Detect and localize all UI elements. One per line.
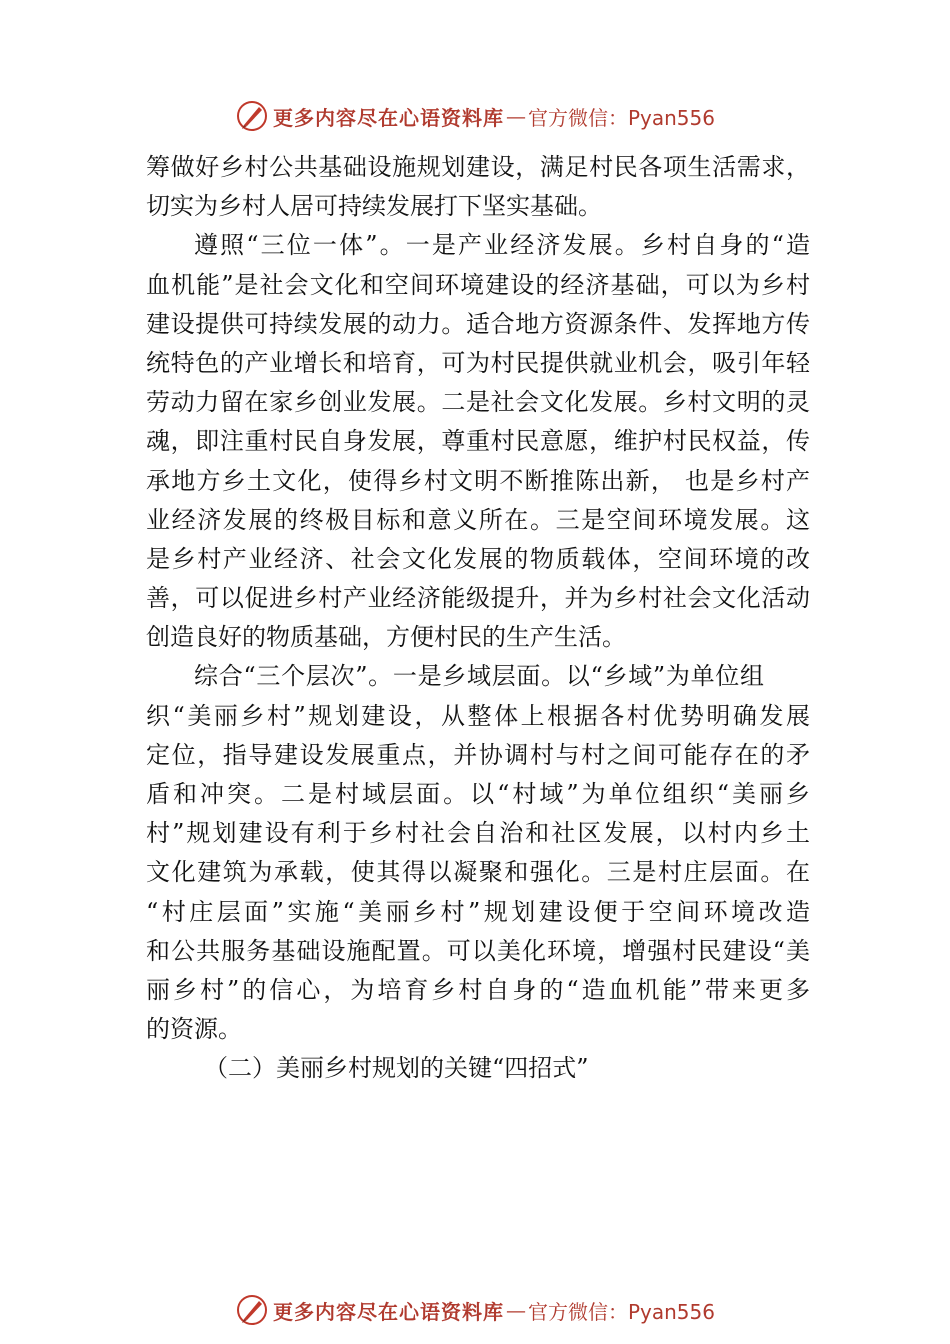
banner-separator: — xyxy=(505,1298,526,1322)
body-line: 的资源。 xyxy=(146,1015,242,1044)
body-line: 魂，即注重村民自身发展，尊重村民意愿，维护村民权益，传 xyxy=(146,427,810,456)
body-line: 村”规划建设有利于乡村社会自治和社区发展，以村内乡土 xyxy=(146,819,810,848)
body-line: 筹做好乡村公共基础设施规划建设，满足村民各项生活需求， xyxy=(146,153,810,181)
body-line: 遵照“三位一体”。一是产业经济发展。乡村自身的“造 xyxy=(194,231,810,260)
body-line: 织“美丽乡村”规划建设，从整体上根据各村优势明确发展 xyxy=(146,701,810,730)
banner-title: 更多内容尽在心语资料库 xyxy=(272,105,504,130)
banner-wechat: 官方微信：Pyan556 xyxy=(527,105,715,130)
section-heading: （二）美丽乡村规划的关键“四招式” xyxy=(204,1054,589,1083)
body-line: 统特色的产业增长和培育，可为村民提供就业机会，吸引年轻 xyxy=(146,348,810,377)
body-line: 定位，指导建设发展重点，并协调村与村之间可能存在的矛 xyxy=(146,740,810,769)
body-line: 切实为乡村人居可持续发展打下坚实基础。 xyxy=(146,192,602,221)
body-line: 建设提供可持续发展的动力。适合地方资源条件、发挥地方传 xyxy=(146,309,810,338)
footer-banner xyxy=(0,1290,950,1330)
document-body xyxy=(146,148,810,1089)
banner-wechat: 官方微信：Pyan556 xyxy=(527,1299,715,1324)
body-line: 是乡村产业经济、社会文化发展的物质载体，空间环境的改 xyxy=(146,544,810,573)
body-line: 丽乡村”的信心，为培育乡村自身的“造血机能”带来更多 xyxy=(146,975,810,1004)
body-line: 创造良好的物质基础，方便村民的生产生活。 xyxy=(146,623,626,652)
banner-title: 更多内容尽在心语资料库 xyxy=(272,1299,504,1324)
header-banner xyxy=(0,96,950,136)
body-line: 劳动力留在家乡创业发展。二是社会文化发展。乡村文明的灵 xyxy=(146,388,810,417)
body-line: 和公共服务基础设施配置。可以美化环境，增强村民建设“美 xyxy=(146,936,810,965)
body-line: 血机能”是社会文化和空间环境建设的经济基础，可以为乡村 xyxy=(146,270,810,299)
quill-pen-logo-icon xyxy=(235,99,269,133)
body-line: “村庄层面”实施“美丽乡村”规划建设便于空间环境改造 xyxy=(146,897,810,926)
banner-separator: — xyxy=(505,104,526,128)
body-line: 业经济发展的终极目标和意义所在。三是空间环境发展。这 xyxy=(146,505,810,534)
body-line: 承地方乡土文化，使得乡村文明不断推陈出新， 也是乡村产 xyxy=(146,466,810,495)
quill-pen-logo-icon xyxy=(235,1293,269,1327)
body-line: 综合“三个层次”。一是乡域层面。以“乡域”为单位组 xyxy=(194,662,764,691)
body-line: 文化建筑为承载，使其得以凝聚和强化。三是村庄层面。在 xyxy=(146,858,810,887)
body-line: 善，可以促进乡村产业经济能级提升，并为乡村社会文化活动 xyxy=(146,584,810,613)
body-line: 盾和冲突。二是村域层面。以“村域”为单位组织“美丽乡 xyxy=(146,780,810,808)
